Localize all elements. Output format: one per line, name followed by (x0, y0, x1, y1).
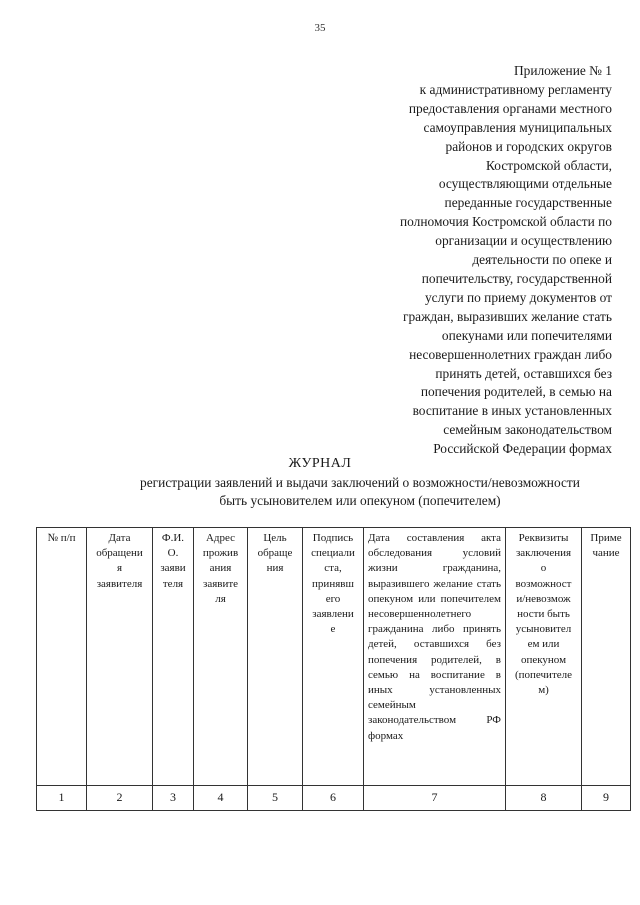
table-number-row (37, 786, 631, 811)
column-number: 9 (582, 786, 631, 811)
table-header-row (37, 528, 631, 786)
appendix-line: семейным законодательством (443, 422, 612, 438)
header-notes: Приме чание (582, 528, 631, 786)
journal-subtitle (90, 474, 630, 510)
page-number: 35 (314, 22, 326, 34)
appendix-line: самоуправления муниципальных (423, 119, 612, 135)
column-number: 8 (506, 786, 582, 811)
header-applicant-name: Ф.И. О. заяви теля (153, 528, 194, 786)
appendix-line: Костромской области, (486, 157, 612, 173)
appendix-line: граждан, выразивших желание стать (402, 308, 612, 324)
appendix-line: опекунами или попечителями (441, 327, 612, 343)
appendix-header (312, 62, 612, 459)
appendix-line: осуществляющими отдельные (438, 176, 612, 192)
appendix-line: организации и осуществлению (435, 233, 612, 249)
appendix-line: воспитание в иных установленных (412, 403, 612, 419)
appendix-line: к административному регламенту (419, 81, 612, 97)
appendix-line: попечительству, государственной (421, 270, 612, 286)
appendix-line: переданные государственные (444, 195, 612, 211)
appendix-line: предоставления органами местного (408, 100, 612, 116)
header-conclusion-details: Реквизиты заключения о возможност и/невозмож ности быть усыновител ем или опекуном (попечителе м) (506, 528, 582, 786)
register-table (36, 527, 631, 811)
journal-subtitle-line-2: быть усыновителем или опекуном (попечителем) (219, 493, 501, 508)
appendix-line: деятельности по опеке и (472, 252, 612, 268)
journal-subtitle-line-1: регистрации заявлений и выдачи заключений о возможности/невозможности (140, 475, 580, 490)
column-number: 5 (248, 786, 303, 811)
appendix-line: полномочия Костромской области по (399, 214, 612, 230)
column-number: 3 (153, 786, 194, 811)
column-number: 7 (364, 786, 506, 811)
appendix-line: Приложение № 1 (513, 63, 612, 78)
appendix-line: районов и городских округов (445, 138, 612, 154)
column-number: 2 (87, 786, 153, 811)
header-number: № п/п (37, 528, 87, 786)
journal-title: ЖУРНАЛ (288, 456, 352, 471)
header-application-date: Дата обращени я заявителя (87, 528, 153, 786)
header-applicant-address: Адрес прожив ания заявите ля (194, 528, 248, 786)
appendix-line: несовершеннолетних граждан либо (409, 346, 612, 362)
appendix-line: попечения родителей, в семью на (420, 384, 612, 400)
column-number: 6 (303, 786, 364, 811)
header-specialist-signature: Подпись специали ста, принявш его заявлени е (303, 528, 364, 786)
appendix-line: Российской Федерации формах (433, 441, 612, 457)
header-purpose: Цель обраще ния (248, 528, 303, 786)
column-number: 1 (37, 786, 87, 811)
appendix-line: принять детей, оставшихся без (435, 365, 612, 381)
column-number: 4 (194, 786, 248, 811)
appendix-line: услуги по приему документов от (424, 289, 612, 305)
header-inspection-act-date: Дата составления акта обследования условий жизни гражданина, выразившего желание стать опекуном или попечителем несовершеннолетнего гражданина либо принять детей, оставшихся без попечения родителей, в семью на воспитание в иных установленных семейным законодательством РФ формах (364, 528, 506, 786)
